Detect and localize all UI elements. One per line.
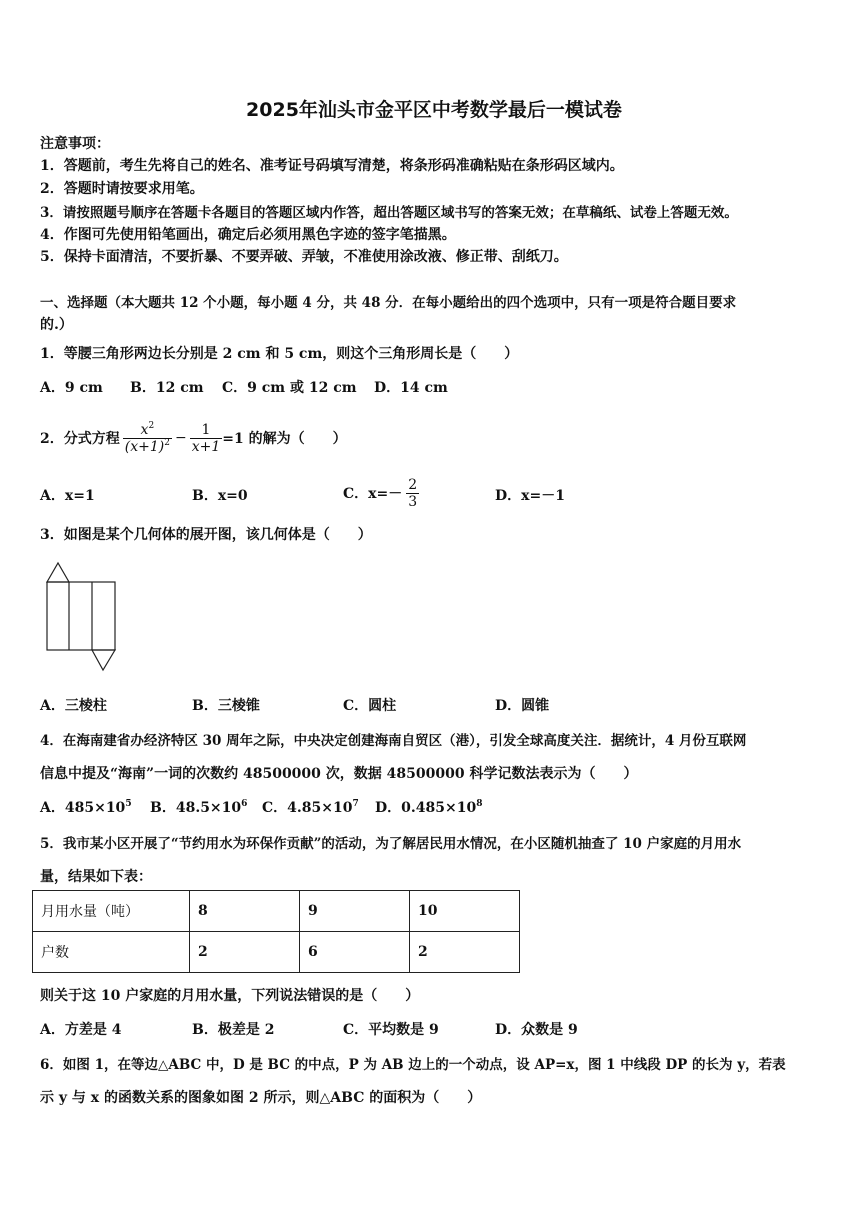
notice-item-4: 4．作图可先使用铅笔画出，确定后必须用黑色字迹的签字笔描黑。 [40, 227, 456, 243]
net-rectangles [47, 582, 115, 650]
q1-option-b: B．12 cm [130, 380, 204, 396]
section-heading-line1: 一、选择题（本大题共 12 个小题，每小题 4 分，共 48 分．在每小题给出的四个选项中，只有一项是符合题目要求 [40, 295, 737, 311]
page-title: 2025年汕头市金平区中考数学最后一模试卷 [246, 99, 622, 121]
q2-c-num: 2 [408, 476, 418, 493]
q4-option-d-exp: 8 [476, 799, 483, 809]
q4-line2: 信息中提及“海南”一词的次数约 48500000 次，数据 48500000 科学记数法表示为（ ） [40, 766, 638, 782]
q3-option-a: A．三棱柱 [40, 698, 107, 714]
q4-option-b [150, 797, 247, 817]
q2-num1: x [140, 421, 149, 438]
q5-option-c: C．平均数是 9 [343, 1022, 439, 1038]
q2-minus: − [174, 430, 187, 446]
q5-line2: 量，结果如下表： [40, 869, 152, 885]
notice-item-1: 1．答题前，考生先将自己的姓名、准考证号码填写清楚，将条形码准确粘贴在条形码区域内。 [40, 158, 624, 174]
q3-option-b: B．三棱锥 [192, 698, 260, 714]
q1-option-a: A．9 cm [40, 380, 103, 396]
q2-option-c [343, 472, 419, 514]
net-bottom-triangle [92, 650, 115, 670]
notice-item-2: 2．答题时请按要求用笔。 [40, 181, 204, 197]
q4-option-c [262, 797, 359, 817]
q4-line1: 4．在海南建省办经济特区 30 周年之际，中央决定创建海南自贸区（港），引发全球高度关注．据统计，4 月份互联网 [40, 733, 747, 749]
q2-option-b: B．x=0 [192, 488, 248, 504]
table-cell: 2 [190, 932, 300, 973]
q5-option-a: A．方差是 4 [40, 1022, 122, 1038]
q2-option-c-label: C．x=－ [343, 486, 403, 502]
q5-line1: 5．我市某小区开展了“节约用水为环保作贡献”的活动，为了解居民用水情况，在小区随机抽查了 10 户家庭的月用水 [40, 836, 742, 852]
table-cell: 户数 [33, 932, 190, 973]
q2-stem [40, 412, 347, 464]
net-top-triangle [47, 563, 69, 582]
q4-option-c-base: C．4.85×10 [262, 800, 353, 816]
q4-option-a-exp: 5 [125, 799, 132, 809]
q2-option-a: A．x=1 [40, 488, 95, 504]
q2-suffix: =1 的解为（ ） [222, 431, 347, 447]
q2-num1-exp: 2 [148, 420, 155, 431]
section-heading-line2: 的.） [40, 317, 73, 333]
prism-net-figure [44, 560, 120, 674]
q2-option-d: D．x=－1 [495, 488, 565, 504]
q4-option-b-exp: 6 [241, 799, 248, 809]
q4-option-a-base: A．485×10 [40, 800, 126, 816]
q1-option-d: D．14 cm [374, 380, 448, 396]
q6-line2: 示 y 与 x 的函数关系的图象如图 2 所示，则△ABC 的面积为（ ） [40, 1090, 482, 1106]
q2-prefix: 2．分式方程 [40, 431, 120, 447]
q1-stem: 1．等腰三角形两边长分别是 2 cm 和 5 cm，则这个三角形周长是（ ） [40, 346, 519, 362]
q4-option-d [375, 797, 482, 817]
q5-after-text: 则关于这 10 户家庭的月用水量，下列说法错误的是（ ） [40, 988, 420, 1004]
table-row [33, 932, 520, 973]
notice-item-5: 5．保持卡面清洁，不要折暴、不要弄破、弄皱，不准使用涂改液、修正带、刮纸刀。 [40, 249, 568, 265]
q2-c-den: 3 [408, 493, 418, 510]
q5-option-b: B．极差是 2 [192, 1022, 275, 1038]
table-cell: 2 [410, 932, 520, 973]
table-cell: 10 [410, 891, 520, 932]
table-row [33, 891, 520, 932]
q4-option-b-base: B．48.5×10 [150, 800, 242, 816]
notice-heading: 注意事项： [40, 136, 110, 152]
table-cell: 9 [300, 891, 410, 932]
q3-option-c: C．圆柱 [343, 698, 397, 714]
q2-fraction-1 [123, 422, 172, 455]
water-usage-table [32, 890, 520, 973]
q4-option-a [40, 797, 132, 817]
q4-option-d-base: D．0.485×10 [375, 800, 477, 816]
q6-line1: 6．如图 1，在等边△ABC 中，D 是 BC 的中点，P 为 AB 边上的一个动点，设 AP=x，图 1 中线段 DP 的长为 y，若表 [40, 1057, 786, 1073]
q2-den2: x+1 [191, 438, 221, 455]
q2-den1-exp: 2 [164, 437, 170, 448]
q5-option-d: D．众数是 9 [495, 1022, 578, 1038]
table-cell: 8 [190, 891, 300, 932]
q4-option-c-exp: 7 [352, 799, 359, 809]
q2-fraction-2 [190, 422, 223, 455]
table-cell: 月用水量（吨） [33, 891, 190, 932]
q3-stem: 3．如图是某个几何体的展开图，该几何体是（ ） [40, 527, 372, 543]
q2-num2: 1 [190, 422, 223, 439]
q2-option-c-fraction [406, 477, 419, 510]
q1-option-c: C．9 cm 或 12 cm [222, 380, 357, 396]
q2-den1: (x+1) [124, 438, 165, 455]
notice-item-3: 3．请按照题号顺序在答题卡各题目的答题区域内作答，超出答题区域书写的答案无效；在草稿纸、试卷上答题无效。 [40, 205, 738, 221]
table-cell: 6 [300, 932, 410, 973]
q3-option-d: D．圆锥 [495, 698, 550, 714]
